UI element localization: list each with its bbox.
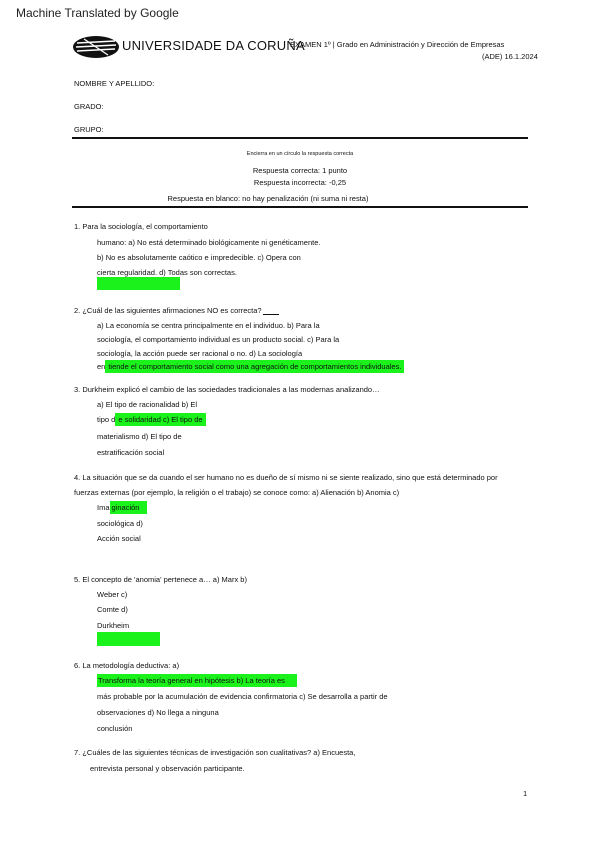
question-7-line: entrevista personal y observación participante. [90, 764, 245, 773]
exam-title: EXAMEN 1º | Grado en Administración y Dirección de Empresas [290, 40, 505, 49]
question-2-line [97, 362, 404, 371]
question-5-text: 5. El concepto de 'anomia' pertenece a… a) Marx b) [74, 575, 247, 584]
question-3-line: estratificación social [97, 448, 165, 457]
question-4-line: fuerzas externas (por ejemplo, la religión o el trabajo) se conoce como: a) Alienación b) Anomia c) [74, 488, 400, 497]
question-6-line: observaciones d) No llega a ninguna [97, 708, 219, 717]
question-2-text: 2. ¿Cuál de las siguientes afirmaciones NO es correcta? [74, 306, 262, 315]
question-3-line-start: tipo d [97, 415, 116, 424]
question-7-text: 7. ¿Cuáles de las siguientes técnicas de investigación son cualitativas? a) Encuesta, [74, 748, 356, 757]
instruction-blank: Respuesta en blanco: no hay penalización (ni suma ni resta) [167, 194, 369, 203]
answer-highlight: ginación [110, 501, 148, 514]
divider-bottom [72, 206, 528, 208]
instruction-circle: Encierra en un círculo la respuesta correcta [246, 151, 354, 157]
answer-blank-line [263, 314, 279, 315]
question-4-text: 4. La situación que se da cuando el ser humano no es dueño de sí mismo ni se siente realizado, sino que está determinado por [74, 473, 498, 482]
question-4-line-start: Ima [97, 503, 110, 512]
question-1-line: cierta regularidad. d) Todas son correctas. [97, 268, 237, 277]
instruction-correct: Respuesta correcta: 1 punto [252, 166, 348, 175]
question-2-line: sociología, la acción puede ser racional o no. d) La sociología [97, 349, 303, 358]
university-name: UNIVERSIDADE DA CORUÑA [122, 38, 305, 53]
question-4-line [97, 503, 147, 512]
instruction-incorrect: Respuesta incorrecta: -0,25 [253, 178, 347, 187]
grade-field-label: GRADO: [74, 102, 104, 111]
question-3-text: 3. Durkheim explicó el cambio de las sociedades tradicionales a las modernas analizando… [74, 385, 380, 394]
answer-highlight [97, 632, 160, 646]
question-6-line: más probable por la acumulación de evidencia confirmatoria c) Se desarrolla a partir de [97, 692, 388, 701]
group-field-label: GRUPO: [74, 125, 104, 134]
exam-date: (ADE) 16.1.2024 [482, 52, 538, 61]
question-1-text: 1. Para la sociología, el comportamiento [74, 222, 208, 231]
question-3-line: a) El tipo de racionalidad b) El [97, 400, 198, 409]
question-2-line-start: en [97, 362, 106, 371]
question-3-line [97, 415, 206, 424]
question-5-line: Weber c) [97, 590, 128, 599]
question-4-line: Acción social [97, 534, 141, 543]
question-5-line: Comte d) [97, 605, 128, 614]
page-number: 1 [523, 789, 528, 798]
question-5-line: Durkheim [97, 621, 130, 630]
question-2-line: a) La economía se centra principalmente en el individuo. b) Para la [97, 321, 320, 330]
question-6-text: 6. La metodología deductiva: a) [74, 661, 180, 670]
divider-top [72, 137, 528, 139]
question-2-line: sociología, el comportamiento individual es un producto social. c) Para la [97, 335, 340, 344]
machine-translation-banner: Machine Translated by Google [16, 6, 179, 20]
question-4-line: sociológica d) [97, 519, 143, 528]
answer-highlight: tiende el comportamiento social como una agregación de comportamientos individuales. [105, 360, 404, 373]
question-1-line: humano: a) No está determinado biológicamente ni genéticamente. [97, 238, 321, 247]
question-6-line: conclusión [97, 724, 133, 733]
question-1-line: b) No es absolutamente caótico e impredecible. c) Opera con [97, 253, 301, 262]
answer-highlight [97, 277, 180, 290]
name-field-label: NOMBRE Y APELLIDO: [74, 79, 155, 88]
answer-highlight: e solidaridad c) El tipo de [115, 413, 205, 426]
question-3-line: materialismo d) El tipo de [97, 432, 182, 441]
answer-highlight: Transforma la teoría general en hipótesis b) La teoría es [97, 674, 297, 687]
